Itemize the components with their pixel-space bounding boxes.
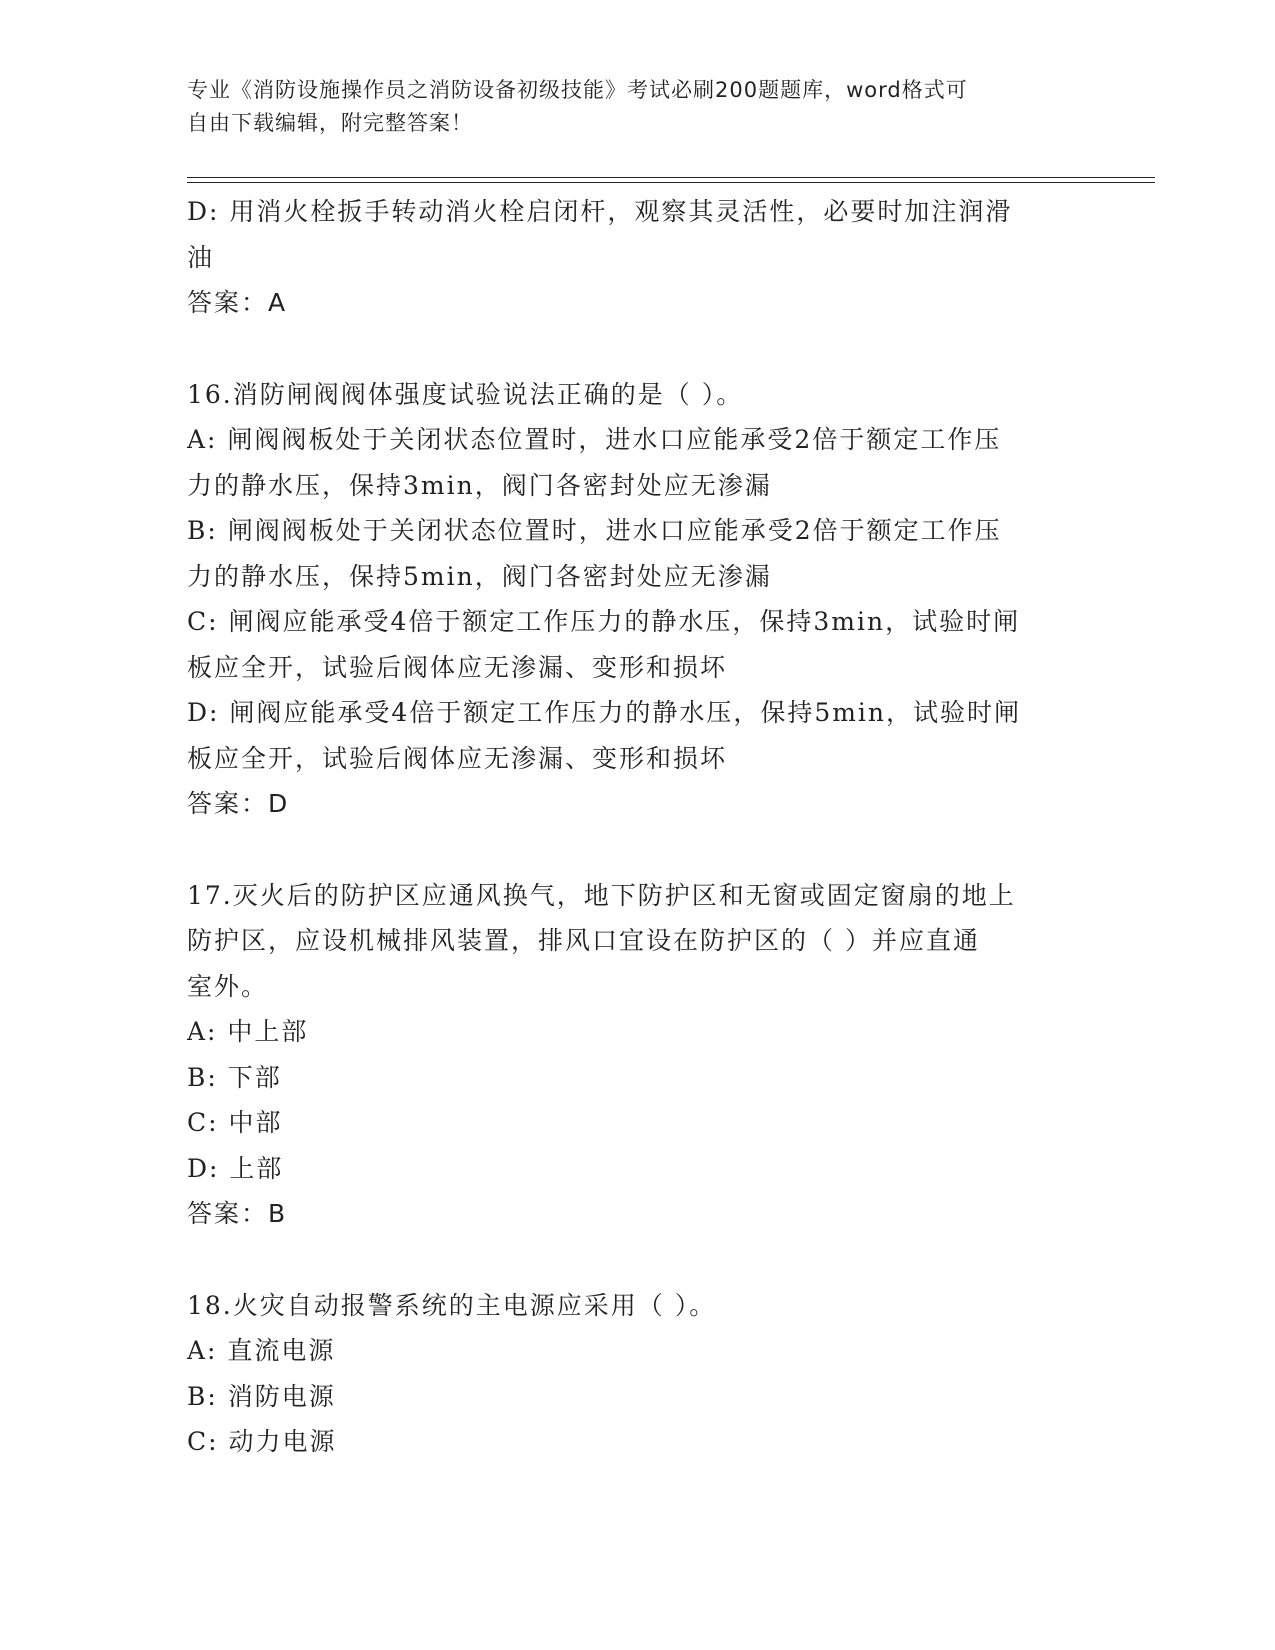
q16-answer: 答案：D bbox=[187, 789, 290, 818]
q15-option-d-line-2: 油 bbox=[187, 242, 215, 272]
q18-option-c: C: 动力电源 bbox=[187, 1427, 337, 1456]
q16-option-d-line-2: 板应全开，试验后阀体应无渗漏、变形和损坏 bbox=[187, 743, 728, 773]
q17-stem-line-3: 室外。 bbox=[187, 971, 269, 1001]
q15-answer: 答案：A bbox=[187, 288, 288, 317]
q16-option-c-line-1: C: 闸阀应能承受4倍于额定工作压力的静水压，保持3min，试验时闸 bbox=[187, 607, 1021, 636]
q17-option-b: B: 下部 bbox=[187, 1062, 282, 1092]
header-line-2: 自由下载编辑，附完整答案！ bbox=[187, 111, 473, 135]
q16-option-a-line-1: A: 闸阀阀板处于关闭状态位置时，进水口应能承受2倍于额定工作压 bbox=[187, 425, 1002, 454]
header-line-1: 专业《消防设施操作员之消防设备初级技能》考试必刷200题题库，word格式可 bbox=[187, 78, 968, 102]
q15-option-d-line-1: D: 用消火栓扳手转动消火栓启闭杆，观察其灵活性，必要时加注润滑 bbox=[187, 197, 1013, 226]
q16-option-a-line-2: 力的静水压，保持3min，阀门各密封处应无渗漏 bbox=[187, 470, 772, 500]
q17-answer: 答案：B bbox=[187, 1199, 288, 1228]
q18-stem: 18.火灾自动报警系统的主电源应采用（ ）。 bbox=[187, 1290, 717, 1320]
spacer bbox=[187, 1237, 1087, 1283]
q16-option-b-line-2: 力的静水压，保持5min，阀门各密封处应无渗漏 bbox=[187, 561, 772, 591]
header-divider-top bbox=[187, 177, 1155, 178]
q16-option-c-line-2: 板应全开，试验后阀体应无渗漏、变形和损坏 bbox=[187, 652, 728, 682]
q16-option-b-line-1: B: 闸阀阀板处于关闭状态位置时，进水口应能承受2倍于额定工作压 bbox=[187, 516, 1002, 545]
question-content bbox=[187, 189, 1087, 1465]
header-divider-bottom bbox=[187, 182, 1155, 183]
q16-stem: 16.消防闸阀阀体强度试验说法正确的是（ ）。 bbox=[187, 379, 744, 409]
spacer bbox=[187, 326, 1087, 372]
q17-option-c: C: 中部 bbox=[187, 1108, 283, 1137]
q17-option-a: A: 中上部 bbox=[187, 1017, 309, 1046]
q17-stem-line-1: 17.灭火后的防护区应通风换气，地下防护区和无窗或固定窗扇的地上 bbox=[187, 880, 1016, 910]
spacer bbox=[187, 827, 1087, 873]
q18-option-a: A: 直流电源 bbox=[187, 1336, 336, 1365]
q18-option-b: B: 消防电源 bbox=[187, 1381, 336, 1411]
q16-option-d-line-1: D: 闸阀应能承受4倍于额定工作压力的静水压，保持5min，试验时闸 bbox=[187, 698, 1022, 727]
q17-stem-line-2: 防护区，应设机械排风装置，排风口宜设在防护区的（ ）并应直通 bbox=[187, 926, 980, 955]
q17-option-d: D: 上部 bbox=[187, 1153, 284, 1183]
page-header bbox=[187, 74, 1067, 140]
